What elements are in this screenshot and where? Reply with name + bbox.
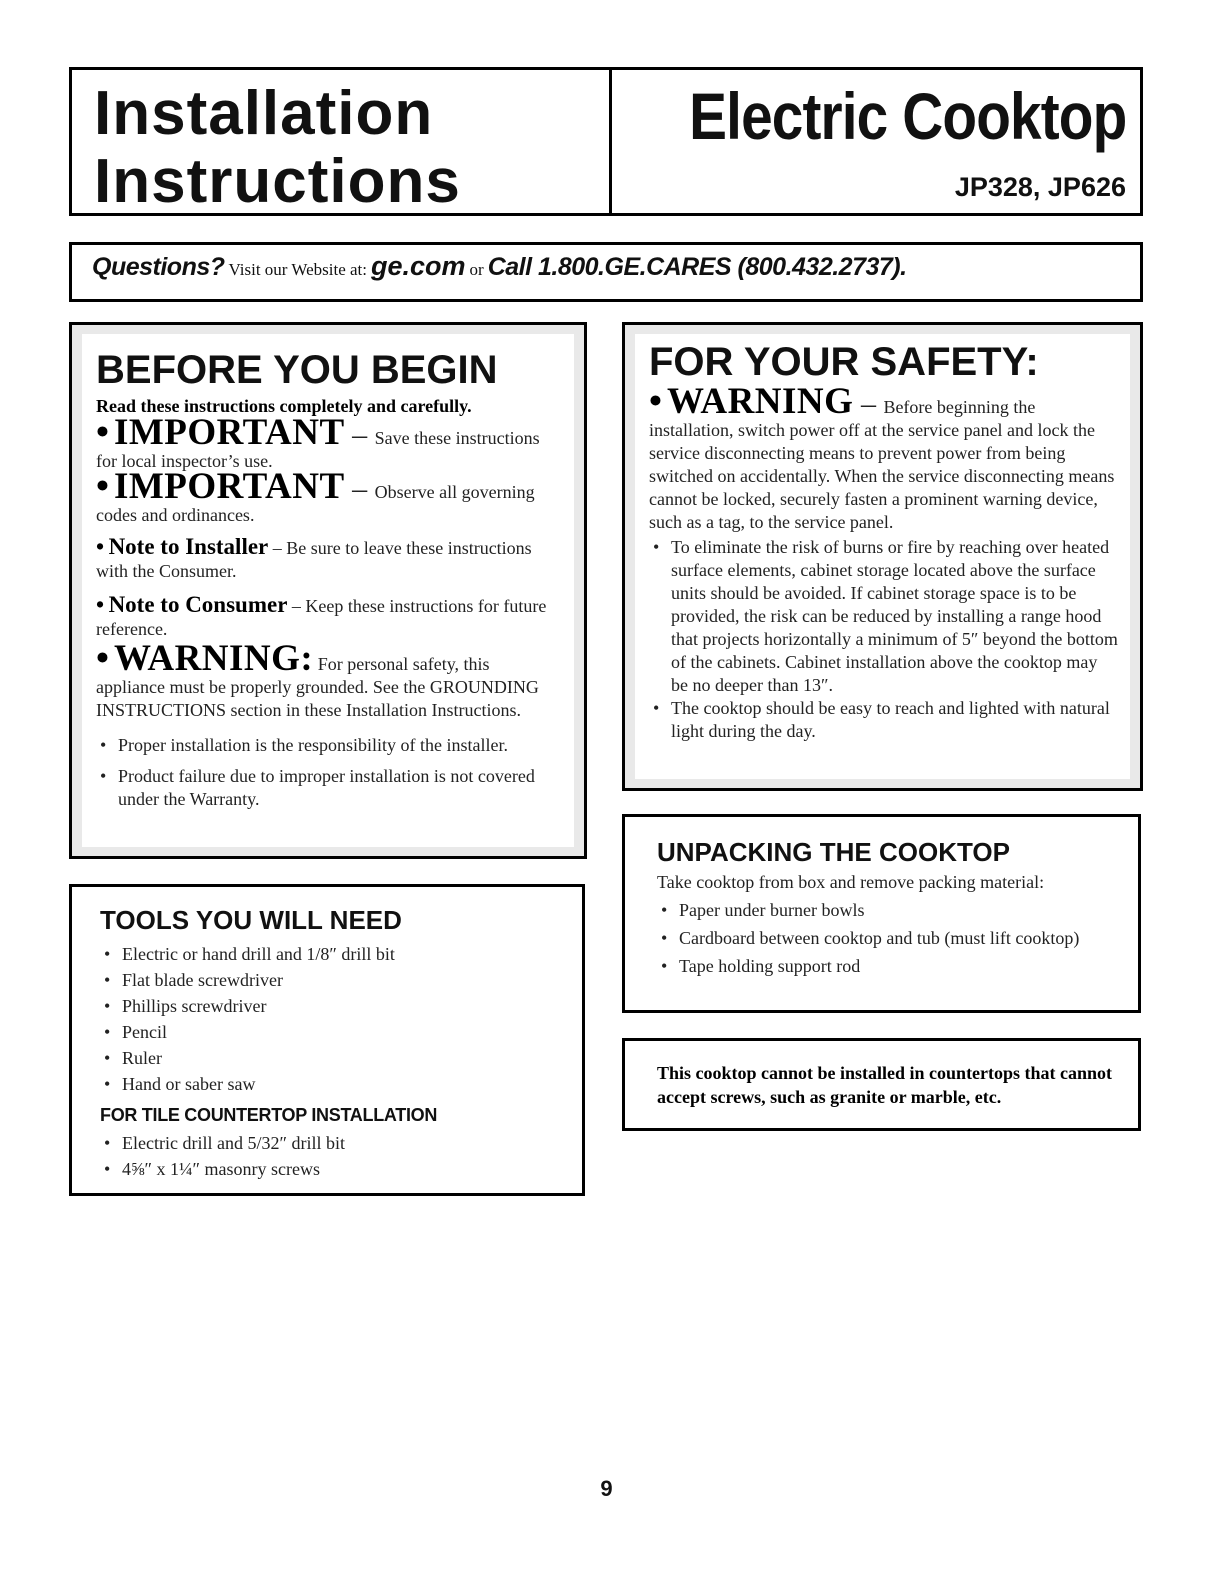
granite-notice-text: This cooktop cannot be installed in countertops that cannot accept screws, such as granite or marble, etc. — [657, 1063, 1113, 1107]
questions-label: Questions? — [92, 253, 225, 281]
list-item: • 4⅝″ x 1¼″ masonry screws — [100, 1156, 568, 1182]
website-link[interactable]: ge.com — [371, 251, 466, 281]
safety-warning-text: Before beginning the installation, switch power off at the service panel and lock the service disconnecting means to prevent power from being switched on accidentally. When the service disconnecting means cannot be locked, securely fasten a prominent warning device, such as a tag, to the service panel. — [649, 397, 1115, 532]
model-numbers: JP328, JP626 — [954, 172, 1126, 202]
before-item: • IMPORTANT – Observe all governing codes and ordinances. — [96, 466, 535, 525]
list-item: • Cardboard between cooktop and tub (must lift cooktop) — [657, 926, 1124, 950]
list-item: • Pencil — [100, 1019, 568, 1045]
before-you-begin-panel — [69, 322, 587, 859]
list-item: • Ruler — [100, 1045, 568, 1071]
list-item: • Electric or hand drill and 1/8″ drill bit — [100, 941, 568, 967]
before-item-sep: – — [344, 418, 375, 451]
product-title: Electric Cooktop — [688, 79, 1126, 153]
before-item: • IMPORTANT – Save these instructions for local inspector’s use. — [96, 412, 540, 471]
list-item: • Product failure due to improper installation is not covered under the Warranty. — [96, 765, 562, 811]
list-item: • Paper under burner bowls — [657, 898, 1124, 922]
before-item: • Note to Consumer – Keep these instructions for future reference. — [96, 592, 547, 639]
before-item-text: Observe all governing codes and ordinances. — [96, 482, 535, 525]
before-item-text: For personal safety, this appliance must be properly grounded. See the GROUNDING INSTRUCTIONS section in these Installation Instructions. — [96, 654, 539, 720]
safety-warning-keyword: WARNING — [666, 381, 854, 422]
before-item-sep: – — [287, 596, 306, 616]
list-item: • Hand or saber saw — [100, 1071, 568, 1097]
visit-text: Visit our Website at: — [228, 260, 367, 279]
unpacking-panel — [622, 814, 1141, 1013]
before-item-keyword: IMPORTANT — [113, 466, 345, 507]
tile-subtitle: FOR TILE COUNTERTOP INSTALLATION — [100, 1105, 438, 1125]
list-item: • Tape holding support rod — [657, 954, 1124, 978]
header-product-cell — [612, 70, 1140, 213]
before-item-text: Save these instructions for local inspector’s use. — [96, 428, 540, 471]
safety-list — [649, 536, 1118, 743]
list-item: • Electric drill and 5/32″ drill bit — [100, 1130, 568, 1156]
before-item-keyword: IMPORTANT — [113, 412, 345, 453]
before-item-sep: – — [344, 472, 375, 505]
list-item: • Phillips screwdriver — [100, 993, 568, 1019]
safety-warning-sep: – — [853, 387, 884, 420]
list-item: • Proper installation is the responsibility of the installer. — [96, 734, 562, 757]
title-line-1: Installation — [94, 79, 434, 148]
before-item: • Note to Installer – Be sure to leave these instructions with the Consumer. — [96, 534, 532, 581]
unpacking-intro: Take cooktop from box and remove packing material: — [657, 872, 1045, 892]
tools-list — [100, 941, 568, 1097]
safety-panel — [622, 322, 1143, 791]
safety-inner — [635, 334, 1130, 779]
before-notes-list — [96, 734, 562, 811]
unpacking-title: UNPACKING THE COOKTOP — [657, 837, 1010, 867]
tile-tools-list — [100, 1130, 568, 1182]
before-item-text: Keep these instructions for future reference. — [96, 596, 547, 639]
safety-title: FOR YOUR SAFETY: — [649, 340, 1039, 384]
unpacking-list — [657, 898, 1124, 978]
safety-warning: • WARNING – Before beginning the installation, switch power off at the service panel and lock the service disconnecting means to prevent power from being switched on accidentally. When the service disconnecting means cannot be locked, securely fasten a prominent warning device, such as a tag, to the service panel. — [649, 381, 1115, 532]
questions-bar — [69, 242, 1143, 302]
header-block — [69, 67, 1143, 216]
before-item-keyword: Note to Installer — [108, 534, 269, 559]
before-item-keyword: Note to Consumer — [108, 592, 288, 617]
list-item: • Flat blade screwdriver — [100, 967, 568, 993]
header-title-cell — [72, 70, 612, 216]
before-item: • WARNING: For personal safety, this appliance must be properly grounded. See the GROUNDING INSTRUCTIONS section in these Installation Instructions. — [96, 638, 539, 720]
before-item-text: Be sure to leave these instructions with the Consumer. — [96, 538, 532, 581]
before-item-keyword: WARNING: — [113, 638, 314, 679]
title-line-2: Instructions — [94, 147, 461, 216]
before-item-sep: – — [268, 538, 287, 558]
page-number: 9 — [600, 1476, 613, 1501]
before-intro: Read these instructions completely and carefully. — [96, 396, 472, 416]
list-item: • To eliminate the risk of burns or fire by reaching over heated surface elements, cabinet storage located above the surface units should be avoided. If cabinet storage space is to be provided, the risk can be reduced by installing a range hood that projects horizontally a minimum of 5″ beyond the bottom of the cabinets. Cabinet installation above the cooktop may be no deeper than 13″. — [649, 536, 1118, 697]
before-you-begin-inner — [82, 334, 574, 847]
call-text: Call 1.800.GE.CARES (800.432.2737). — [487, 253, 907, 281]
tools-panel — [69, 884, 585, 1196]
granite-notice-box — [622, 1038, 1141, 1131]
or-text: or — [469, 260, 484, 279]
tools-title: TOOLS YOU WILL NEED — [100, 905, 402, 935]
before-title: BEFORE YOU BEGIN — [96, 348, 498, 392]
list-item: • The cooktop should be easy to reach and lighted with natural light during the day. — [649, 697, 1118, 743]
